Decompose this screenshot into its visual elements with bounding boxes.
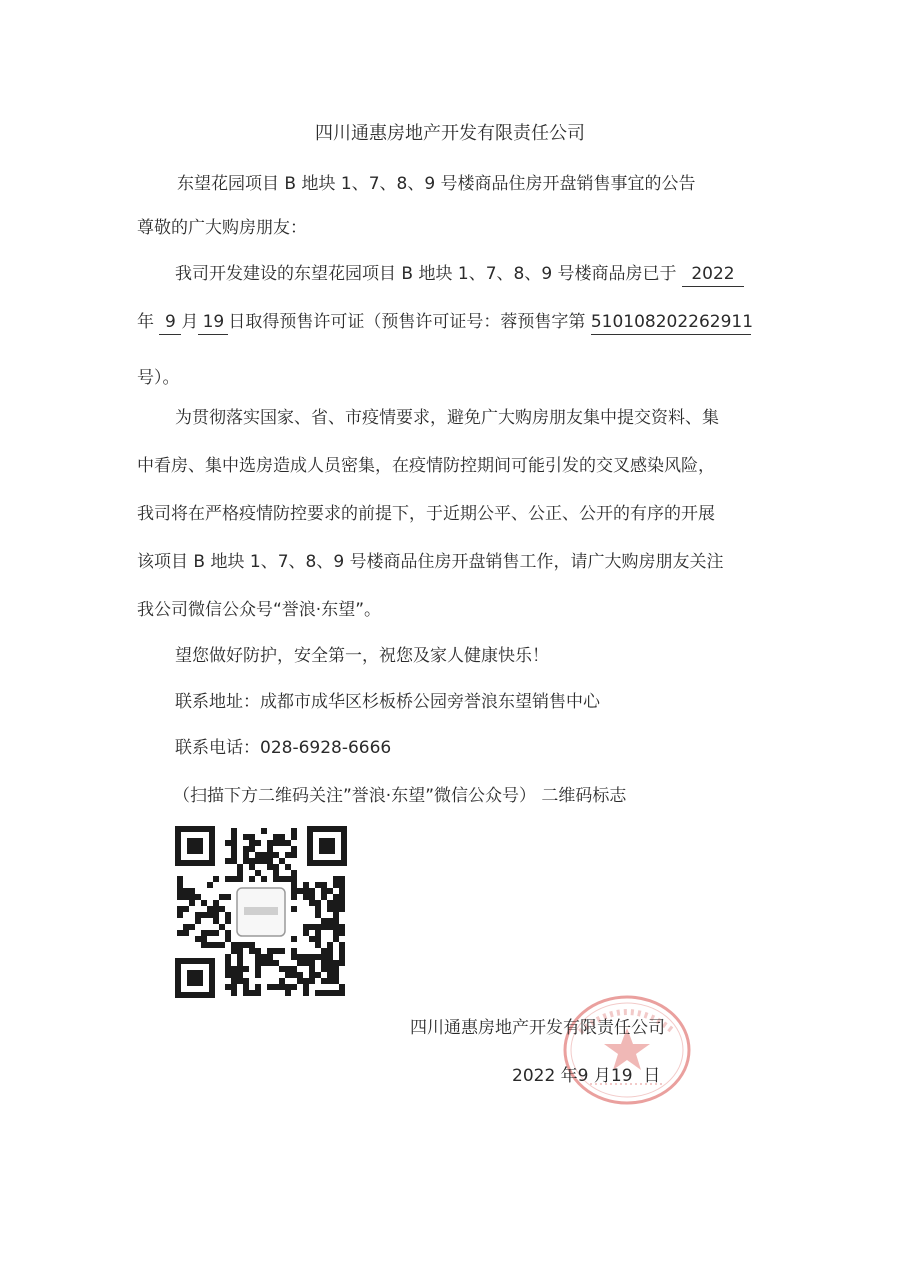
wish-line: 望您做好防护，安全第一，祝您及家人健康快乐！ [175,646,549,666]
date-year: 2022 [512,1066,556,1086]
address-value: 成都市成华区杉板桥公园旁誉浪东望销售中心 [260,692,600,712]
paragraph-2-line-1: 为贯彻落实国家、省、市疫情要求，避免广大购房朋友集中提交资料、集 [175,408,719,428]
paragraph-1-line-3: 号）。 [137,368,180,388]
notice-title [177,172,696,196]
p1-yue: 月 [181,312,199,332]
title-plot-letter: B [284,174,297,194]
p2-text-c: 地块 1、7、8、9 号楼商品住房开盘销售工作，请广大购房朋友关注 [210,552,724,572]
p1-month: 9 [159,310,181,335]
p1-plot-letter: B [401,264,414,284]
p1-nian: 年 [137,312,154,332]
phone-value: 028-6928-6666 [260,738,392,758]
qr-code-icon [175,826,347,998]
p1-year: 2022 [682,262,744,287]
date-yue: 月 [593,1066,611,1086]
p2-text-a: 该项目 [137,552,188,572]
p1-day: 19 [198,310,228,335]
phone-line [175,736,391,760]
paragraph-1-line-2 [137,310,754,335]
paragraph-2-line-3: 我司将在严格疫情防控要求的前提下，于近期公平、公正、公开的有序的开展 [137,504,715,524]
date-ri: 日 [643,1066,661,1086]
permit-number: 510108202262911 [591,310,751,335]
title-suffix: 地块 1、7、8、9 号楼商品住房开盘销售事宜的公告 [301,174,696,194]
date-day: 19 [610,1066,633,1086]
company-header: 四川通惠房地产开发有限责任公司 [315,123,585,144]
address-line [175,690,600,714]
signature-company: 四川通惠房地产开发有限责任公司 [410,1018,665,1038]
paragraph-2-line-2: 中看房、集中选房造成人员密集，在疫情防控期间可能引发的交叉感染风险， [137,456,715,476]
signature-date [512,1064,660,1088]
qr-note: （扫描下方二维码关注”誉浪·东望”微信公众号） 二维码标志 [173,786,627,806]
paragraph-1-line-1 [175,262,744,287]
date-nian: 年 [560,1066,578,1086]
company-seal-stamp [560,992,694,1108]
address-label: 联系地址： [175,692,260,712]
p2-plot-letter: B [193,552,206,572]
title-prefix: 东望花园项目 [177,174,279,194]
phone-label: 联系电话： [175,738,260,758]
paragraph-2-line-4 [137,550,724,574]
paragraph-2-line-5: 我公司微信公众号“誉浪·东望”。 [137,600,382,620]
p1-text-c: 地块 1、7、8、9 号楼商品房已于 [418,264,677,284]
p1-text-d: 日取得预售许可证（预售许可证号：蓉预售字第 [228,312,586,332]
date-month: 9 [577,1066,589,1086]
p1-text-a: 我司开发建设的东望花园项目 [175,264,396,284]
greeting: 尊敬的广大购房朋友： [137,218,307,238]
